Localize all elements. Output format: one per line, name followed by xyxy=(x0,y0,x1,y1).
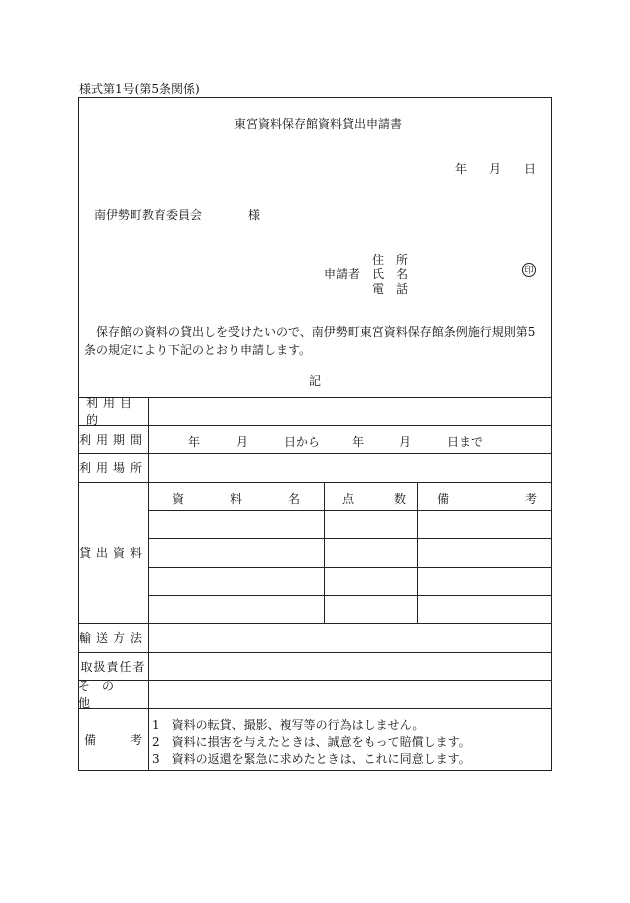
period-to-month: 月 xyxy=(399,435,412,449)
seal-mark: 印 xyxy=(522,263,536,277)
applicant-label: 申請者 xyxy=(324,267,361,281)
row-label-materials xyxy=(78,482,148,623)
remark-note-3: 3 資料の返還を緊急に求めたときは、これに同意します。 xyxy=(152,752,471,766)
phone-label-2: 話 xyxy=(396,282,409,296)
materials-header-count: 点数 xyxy=(342,492,447,506)
table-line xyxy=(78,482,552,483)
period-to-day: 日まで xyxy=(447,435,484,449)
place-field[interactable] xyxy=(149,454,551,482)
other-field[interactable] xyxy=(149,681,551,708)
address-label-2: 所 xyxy=(396,253,409,267)
period-from-year: 年 xyxy=(188,435,201,449)
row-label-transport-text: 輸送方法 xyxy=(78,631,147,645)
ki-heading: 記 xyxy=(309,374,322,388)
manager-field[interactable] xyxy=(149,653,551,680)
name-label-1: 氏 xyxy=(372,267,385,281)
address-label-1: 住 xyxy=(372,253,385,267)
table-line xyxy=(148,538,552,539)
period-to-year: 年 xyxy=(352,435,365,449)
row-label-place xyxy=(78,453,148,482)
materials-header-remarks: 備考 xyxy=(437,492,614,506)
phone-label-1: 電 xyxy=(372,282,385,296)
date-month-label: 月 xyxy=(489,162,502,176)
table-line xyxy=(148,567,552,568)
table-line xyxy=(78,425,552,426)
materials-header-name: 資料名 xyxy=(172,492,347,506)
row-label-place-text: 利用場所 xyxy=(78,461,147,475)
table-line xyxy=(78,708,552,709)
addressee-name: 南伊勢町教育委員会 xyxy=(94,208,203,222)
row-label-manager-text: 取扱責任者 xyxy=(80,659,146,674)
name-label-2: 名 xyxy=(396,267,409,281)
row-label-period xyxy=(78,425,148,453)
row-label-materials-text: 貸出資料 xyxy=(78,546,147,560)
period-from-month: 月 xyxy=(236,435,249,449)
form-code: 様式第1号(第5条関係) xyxy=(79,82,200,96)
request-paragraph: 保存館の資料の貸出しを受けたいので、南伊勢町東宮資料保存館条例施行規則第5条の規定により下記のとおり申請します。 xyxy=(84,325,536,357)
row-label-transport xyxy=(78,623,148,652)
date-year-label: 年 xyxy=(455,162,468,176)
form-title: 東宮資料保存館資料貸出申請書 xyxy=(234,117,403,131)
row-label-manager xyxy=(78,652,148,680)
row-label-purpose xyxy=(78,397,148,425)
date-day-label: 日 xyxy=(524,162,537,176)
row-label-purpose-text: 利用目的 xyxy=(86,396,138,427)
table-line xyxy=(148,595,552,596)
row-label-other xyxy=(78,680,148,708)
row-label-remarks xyxy=(78,708,176,771)
transport-field[interactable] xyxy=(149,624,551,652)
remark-note-2: 2 資料に損害を与えたときは、誠意をもって賠償します。 xyxy=(152,735,471,749)
remark-note-1: 1 資料の転貸、撮影、複写等の行為はしません。 xyxy=(152,718,425,732)
row-label-remarks-text: 備考 xyxy=(83,733,176,747)
purpose-field[interactable] xyxy=(149,398,551,425)
table-line xyxy=(148,510,552,511)
period-from-day: 日から xyxy=(284,435,321,449)
row-label-other-text: その他 xyxy=(78,679,127,710)
row-label-period-text: 利用期間 xyxy=(78,432,147,447)
addressee-honorific: 様 xyxy=(248,208,261,222)
